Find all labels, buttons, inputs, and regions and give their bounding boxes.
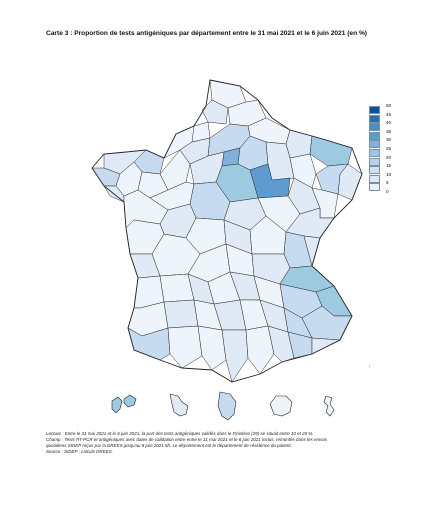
legend-swatch bbox=[369, 140, 380, 148]
department-area bbox=[164, 300, 198, 328]
department-area bbox=[198, 326, 226, 370]
department-area bbox=[168, 326, 202, 368]
reunion-inset bbox=[266, 392, 296, 420]
department-area bbox=[286, 130, 312, 158]
legend-tick-label: 5 bbox=[386, 180, 389, 186]
note-source: Source : SIDEP ; calculs DREES. bbox=[46, 449, 113, 454]
france-choropleth-map bbox=[90, 78, 370, 398]
legend-swatch bbox=[369, 132, 380, 140]
legend-swatch bbox=[369, 149, 380, 157]
guadeloupe-inset bbox=[108, 391, 140, 419]
note-lecture: Lecture : Entre le 31 mai 2021 et le 6 juin 2021, la part des tests antigéniques validés dans le Finistère (29) se situait entre 10 et 20 %. bbox=[46, 431, 314, 436]
legend-tick-label: 15 bbox=[386, 163, 392, 169]
mayotte-inset bbox=[318, 392, 342, 420]
note-champ: Champ : Tests RT-PCR et antigéniques avec dates de validation entre entre le 31 mai 2021 et le 6 juin 2021 inclus, remontés dans les envois bbox=[46, 437, 327, 442]
legend-tick-label: 40 bbox=[386, 120, 392, 126]
department-area bbox=[310, 136, 352, 166]
legend-tick-label: 50 bbox=[386, 103, 392, 108]
department-area bbox=[222, 330, 248, 382]
map-title: Carte 3 : Proportion de tests antigéniques par département entre le 31 mai 2021 et le 6 juin 2021 (en %) bbox=[46, 30, 367, 37]
legend-swatch bbox=[369, 158, 380, 166]
map-notes bbox=[46, 431, 406, 455]
note-champ-continued: quotidiens SIDEP reçus par la DREES jusqu'au 8 juin 2021 5h. Le département est le département de résidence du patient. bbox=[46, 443, 292, 448]
legend-tick-label: 10 bbox=[386, 171, 392, 177]
legend-swatch bbox=[369, 183, 380, 191]
legend-swatch bbox=[369, 106, 380, 114]
legend-swatch bbox=[369, 175, 380, 183]
legend-swatch bbox=[369, 115, 380, 123]
legend-swatch bbox=[369, 166, 380, 174]
legend-tick-label: 25 bbox=[386, 146, 392, 151]
legend-tick-label: 35 bbox=[386, 128, 392, 134]
guyane-inset bbox=[212, 388, 242, 422]
legend-tick-label: 0 bbox=[386, 189, 389, 194]
legend-tick-label: 45 bbox=[386, 111, 392, 117]
legend-swatch bbox=[369, 123, 380, 131]
legend-tick-label: 30 bbox=[386, 137, 392, 143]
martinique-inset bbox=[164, 390, 194, 420]
legend-tick-label: 20 bbox=[386, 154, 392, 160]
